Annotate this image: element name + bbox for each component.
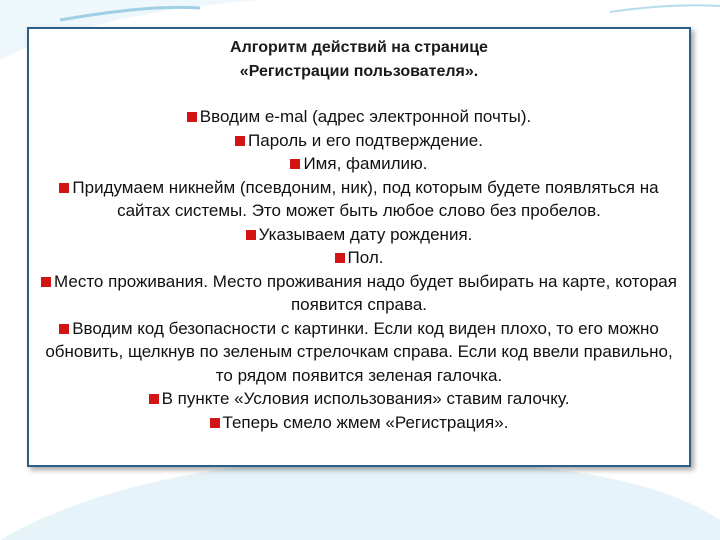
square-bullet-icon — [59, 183, 69, 193]
square-bullet-icon — [59, 324, 69, 334]
content-card — [27, 27, 691, 467]
square-bullet-icon — [41, 277, 51, 287]
square-bullet-icon — [149, 394, 159, 404]
list-item-text: Место проживания. Место проживания надо будет выбирать на карте, которая появится справа. — [54, 271, 677, 314]
list-item — [37, 129, 681, 153]
square-bullet-icon — [246, 230, 256, 240]
list-item — [37, 246, 681, 270]
title-line-2: «Регистрации пользователя». — [239, 63, 479, 80]
square-bullet-icon — [335, 253, 345, 263]
list-item-text: Вводим e-mal (адрес электронной почты). — [199, 107, 532, 126]
list-item-text: Пол. — [347, 248, 384, 267]
title-line-1: Алгоритм действий на странице — [230, 39, 488, 56]
list-item — [37, 411, 681, 435]
list-item-text: Указываем дату рождения. — [258, 224, 473, 244]
list-item — [37, 387, 681, 411]
list-item — [37, 152, 681, 176]
square-bullet-icon — [210, 418, 220, 428]
steps-list — [37, 105, 681, 434]
list-item-text: Теперь смело жмем «Регистрация». — [222, 412, 509, 432]
list-item — [37, 105, 681, 129]
list-item-text: В пункте «Условия использования» ставим галочку. — [161, 389, 570, 408]
list-item — [37, 317, 681, 388]
list-item — [37, 270, 681, 317]
square-bullet-icon — [290, 159, 300, 169]
square-bullet-icon — [235, 136, 245, 146]
list-item-text: Вводим код безопасности с картинки. Если код виден плохо, то его можно обновить, щелкнув по зеленым стрелочкам справа. Если код ввели правильно, то рядом появится зеленая галочка. — [45, 318, 673, 385]
list-item-text: Придумаем никнейм (псевдоним, ник), под которым будете появляться на сайтах системы. Это может быть любое слово без пробелов. — [72, 177, 659, 220]
square-bullet-icon — [187, 112, 197, 122]
slide-title — [29, 36, 689, 84]
list-item-text: Пароль и его подтверждение. — [248, 130, 483, 150]
list-item — [37, 176, 681, 223]
list-item — [37, 223, 681, 247]
list-item-text: Имя, фамилию. — [303, 154, 428, 173]
